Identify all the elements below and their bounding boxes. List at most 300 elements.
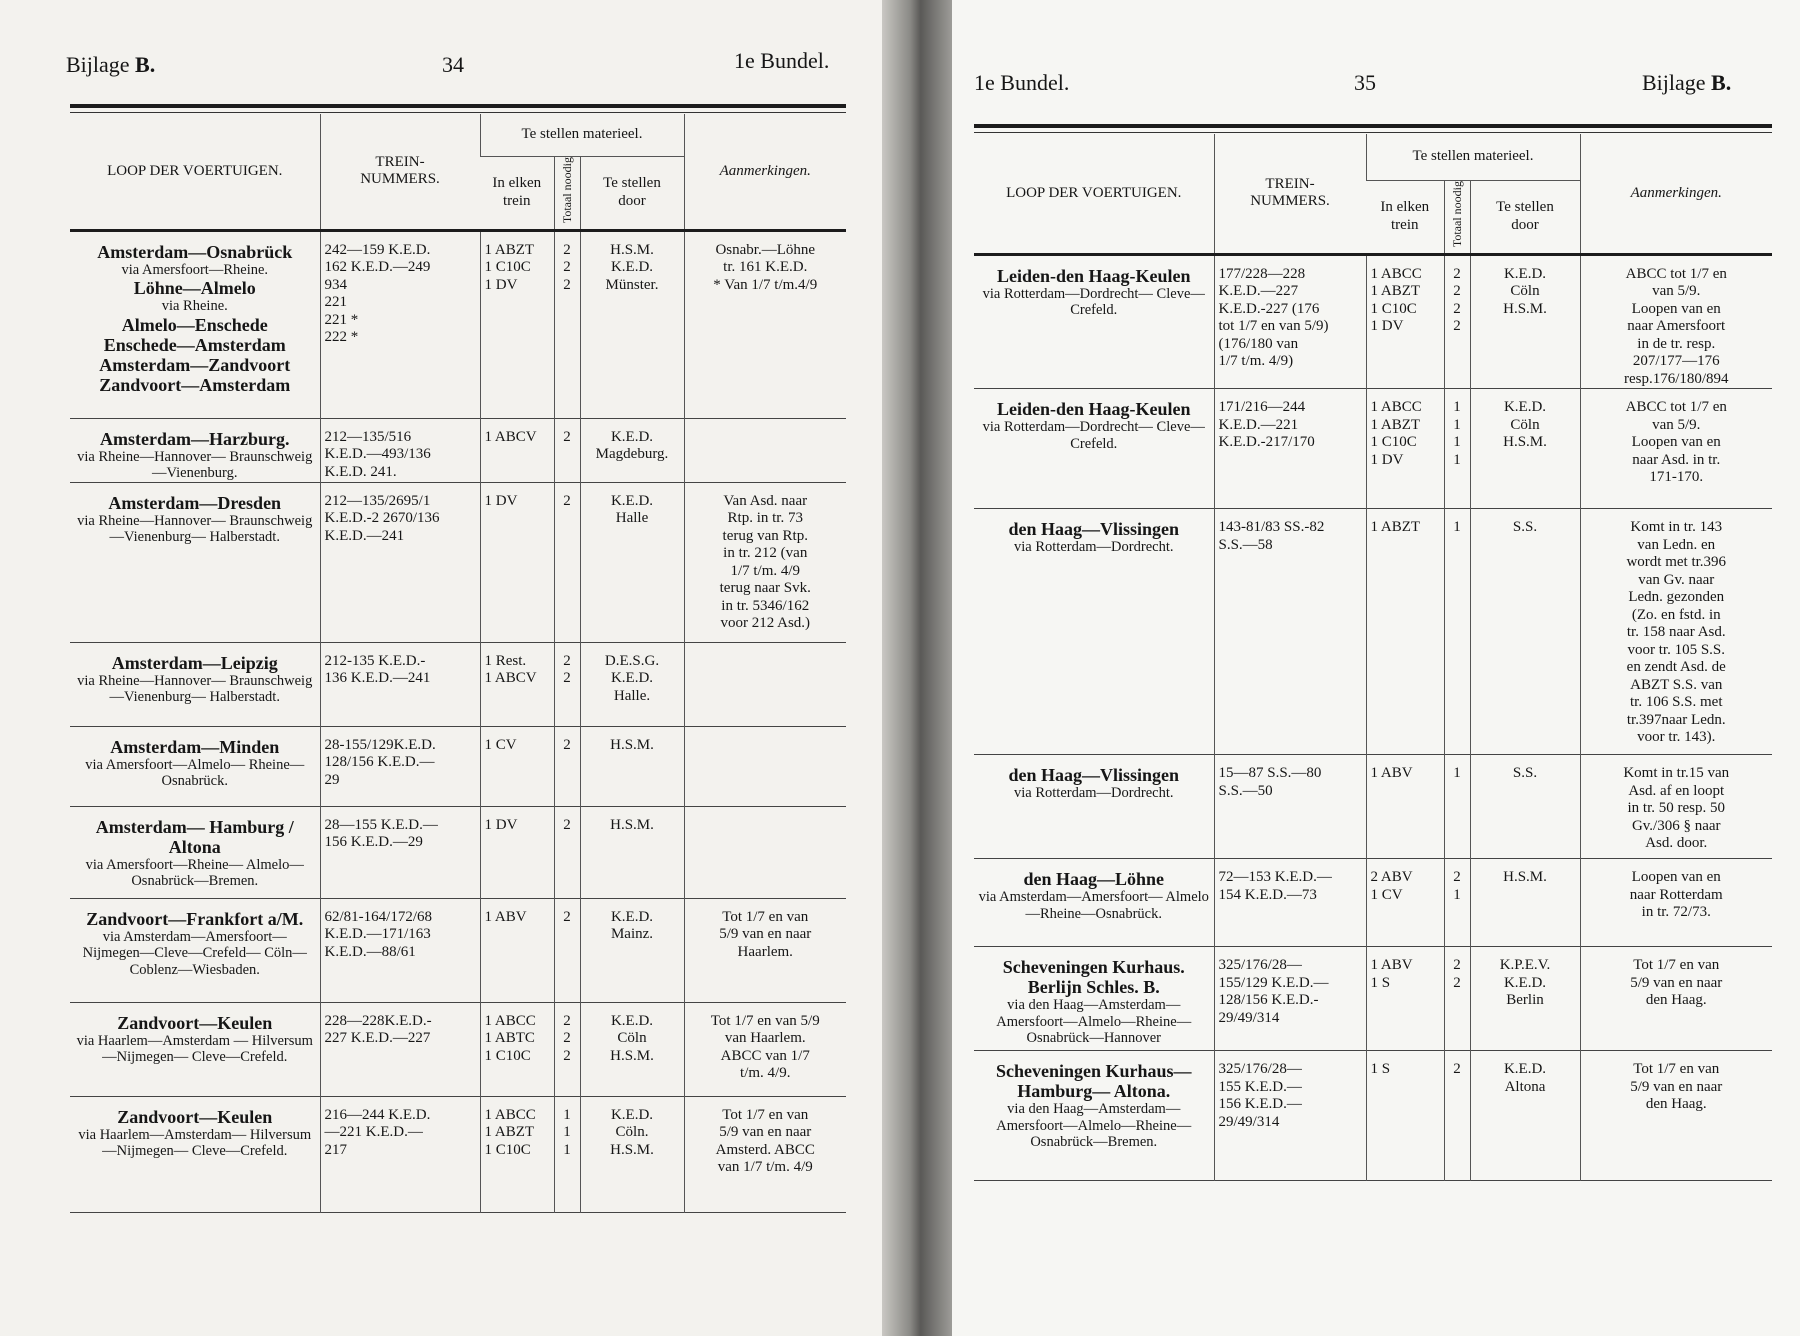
materieel-line: 1 DV: [1370, 318, 1404, 335]
route-via: via Haarlem—Amsterdam — Hilversum—Nijmegen— Cleve—Crefeld.: [76, 1032, 313, 1066]
table-row: [70, 642, 846, 726]
train-number-line: 222 *: [324, 329, 359, 346]
totaal-value: 2: [563, 428, 571, 445]
table-row: [70, 230, 846, 418]
train-number-line: 177/228—228: [1218, 265, 1306, 282]
materieel-line: 1 C10C: [484, 1047, 531, 1064]
train-number-line: —221 K.E.D.—: [324, 1124, 423, 1141]
route-title: Almelo—Enschede: [121, 314, 268, 335]
col-aanmerkingen: Aanmerkingen.: [684, 114, 846, 230]
aanmerking-line: naar Asd. in tr.: [1632, 451, 1721, 468]
aanmerking-line: ABCC van 1/7: [720, 1047, 810, 1064]
train-number-line: S.S.—50: [1218, 782, 1273, 799]
route-via: via den Haag—Amsterdam— Amersfoort—Almelo—Rheine— Osnabrück—Bremen.: [996, 1101, 1192, 1151]
materieel-cell: [480, 482, 554, 642]
aanmerking-line: tr. 161 K.E.D.: [723, 259, 808, 276]
aanmerking-line: Rtp. in tr. 73: [727, 510, 803, 527]
page-34: [0, 0, 882, 1336]
totaal-cell: [1444, 509, 1470, 755]
totaal-value: 2: [563, 492, 571, 509]
materieel-cell: [1366, 859, 1444, 947]
col-in-elken-trein: In elken trein: [480, 157, 554, 231]
train-number-line: 325/176/28—: [1218, 1061, 1302, 1078]
route-cell: [70, 482, 320, 642]
door-line: Cöln.: [615, 1124, 649, 1141]
train-number-line: K.E.D.—227: [1218, 283, 1299, 300]
aanmerking-line: * Van 1/7 t/m.4/9: [713, 276, 818, 293]
materieel-cell: [480, 806, 554, 898]
materieel-line: 1 DV: [484, 492, 518, 509]
totaal-cell: [554, 806, 580, 898]
train-number-line: 221 *: [324, 311, 359, 328]
train-number-line: 171/216—244: [1218, 399, 1306, 416]
route-cell: [70, 418, 320, 482]
train-number-line: (176/180 van: [1218, 335, 1299, 352]
door-line: K.E.D.: [610, 259, 654, 276]
col-treinnummers: TREIN- NUMMERS.: [320, 114, 480, 230]
train-numbers-cell: [320, 1002, 480, 1096]
totaal-cell: [1444, 859, 1470, 947]
materieel-line: 1 CV: [1370, 886, 1403, 903]
aanmerkingen-cell: [1580, 389, 1772, 509]
totaal-cell: [554, 898, 580, 1002]
train-number-line: 162 K.E.D.—249: [324, 259, 431, 276]
table-row: [974, 1051, 1772, 1181]
materieel-line: 1 S: [1370, 1061, 1391, 1078]
train-number-line: 212—135/516: [324, 428, 412, 445]
materieel-line: 1 C10C: [1370, 300, 1417, 317]
aanmerking-line: den Haag.: [1645, 992, 1707, 1009]
aanmerking-line: in tr. 5346/162: [721, 597, 810, 614]
materieel-line: 2 ABV: [1370, 869, 1413, 886]
door-cell: [580, 806, 684, 898]
totaal-value: 1: [1453, 451, 1461, 468]
totaal-value: 1: [563, 1124, 571, 1141]
col-te-stellen-door: Te stellen door: [580, 157, 684, 231]
aanmerkingen-cell: [1580, 755, 1772, 859]
totaal-cell: [1444, 755, 1470, 859]
door-cell: [1470, 389, 1580, 509]
route-title: Leiden-den Haag-Keulen: [996, 265, 1191, 286]
route-via: via Rotterdam—Dordrecht— Cleve—Crefeld.: [982, 285, 1205, 319]
route-cell: [974, 254, 1214, 389]
route-title: Leiden-den Haag-Keulen: [996, 399, 1191, 420]
materieel-cell: [1366, 947, 1444, 1051]
door-cell: [1470, 254, 1580, 389]
aanmerking-line: 5/9 van en naar: [1630, 1078, 1723, 1095]
train-number-line: 212—135/2695/1: [324, 492, 431, 509]
train-numbers-cell: [320, 418, 480, 482]
materieel-line: 1 DV: [484, 276, 518, 293]
route-title: Amsterdam— Hamburg / Altona: [95, 816, 294, 857]
train-number-line: 212-135 K.E.D.-: [324, 652, 426, 669]
table-row: [974, 509, 1772, 755]
materieel-cell: [480, 1002, 554, 1096]
col-treinnummers: TREIN- NUMMERS.: [1214, 134, 1366, 254]
train-number-line: K.E.D.—493/136: [324, 446, 431, 463]
materieel-cell: [480, 418, 554, 482]
aanmerking-line: 5/9 van en naar: [1630, 974, 1723, 991]
train-number-line: 28—155 K.E.D.—: [324, 816, 438, 833]
aanmerking-line: Tot 1/7 en van: [722, 1106, 809, 1123]
schedule-table: [974, 134, 1772, 1181]
door-line: H.S.M.: [610, 1047, 654, 1064]
aanmerkingen-cell: [1580, 1051, 1772, 1181]
route-via: via Amersfoort—Rheine.: [121, 261, 269, 278]
aanmerking-line: Loopen van en: [1631, 300, 1721, 317]
aanmerkingen-cell: [684, 642, 846, 726]
train-number-line: 1/7 t/m. 4/9): [1218, 353, 1294, 370]
materieel-cell: [1366, 755, 1444, 859]
door-cell: [1470, 1051, 1580, 1181]
totaal-cell: [554, 642, 580, 726]
route-title: den Haag—Vlissingen: [1008, 519, 1180, 540]
train-numbers-cell: [1214, 859, 1366, 947]
totaal-value: 2: [563, 1030, 571, 1047]
route-cell: [974, 389, 1214, 509]
door-cell: [580, 898, 684, 1002]
train-number-line: 155/129 K.E.D.—: [1218, 974, 1329, 991]
aanmerkingen-cell: [684, 418, 846, 482]
train-number-line: 62/81-164/172/68: [324, 908, 432, 925]
table-row: [974, 254, 1772, 389]
aanmerkingen-cell: [1580, 509, 1772, 755]
aanmerking-line: wordt met tr.396: [1626, 554, 1727, 571]
col-materieel: Te stellen materieel.: [1366, 134, 1580, 181]
door-line: Cöln: [617, 1030, 647, 1047]
materieel-line: 1 ABCV: [484, 428, 537, 445]
route-cell: [70, 806, 320, 898]
table-row: [70, 726, 846, 806]
materieel-cell: [1366, 1051, 1444, 1181]
totaal-value: 2: [1453, 957, 1461, 974]
aanmerkingen-cell: [1580, 947, 1772, 1051]
totaal-value: 2: [563, 241, 571, 258]
aanmerking-line: in tr. 72/73.: [1641, 904, 1711, 921]
door-cell: [580, 726, 684, 806]
door-line: Berlin: [1506, 992, 1544, 1009]
route-via: via Amersfoort—Rheine— Almelo—Osnabrück—Bremen.: [85, 856, 304, 890]
route-via: via Rheine—Hannover— Braunschweig—Vienenburg.: [77, 448, 313, 482]
door-line: H.S.M.: [1503, 434, 1547, 451]
aanmerking-line: ABZT S.S. van: [1630, 676, 1723, 693]
door-line: Münster.: [605, 276, 659, 293]
aanmerking-line: Osnabr.—Löhne: [715, 241, 816, 258]
materieel-line: 1 ABCV: [484, 670, 537, 687]
bundel-label: 1e Bundel.: [974, 70, 1070, 95]
totaal-cell: [554, 230, 580, 418]
door-line: H.S.M.: [610, 241, 654, 258]
route-title: Löhne—Almelo: [133, 278, 256, 299]
aanmerking-line: van Ledn. en: [1637, 536, 1716, 553]
train-number-line: 242—159 K.E.D.: [324, 241, 431, 258]
table-row: [70, 418, 846, 482]
materieel-line: 1 Rest.: [484, 652, 527, 669]
route-cell: [974, 509, 1214, 755]
header-rule: [974, 124, 1772, 128]
route-cell: [70, 726, 320, 806]
materieel-cell: [480, 642, 554, 726]
door-line: Halle.: [613, 687, 651, 704]
aanmerking-line: van 1/7 t/m. 4/9: [717, 1159, 813, 1176]
totaal-value: 1: [1453, 765, 1461, 782]
totaal-value: 2: [563, 1012, 571, 1029]
materieel-line: 1 DV: [484, 816, 518, 833]
train-number-line: 128/156 K.E.D.-: [1218, 992, 1319, 1009]
aanmerking-line: Tot 1/7 en van: [1633, 957, 1720, 974]
aanmerking-line: den Haag.: [1645, 1096, 1707, 1113]
train-number-line: tot 1/7 en van 5/9): [1218, 318, 1329, 335]
aanmerking-line: terug van Rtp.: [722, 527, 808, 544]
aanmerking-line: 171-170.: [1649, 469, 1704, 486]
aanmerking-line: voor 212 Asd.): [720, 615, 811, 632]
page-number: 35: [1354, 70, 1376, 95]
door-cell: [1470, 859, 1580, 947]
train-number-line: 227 K.E.D.—227: [324, 1030, 431, 1047]
route-cell: [974, 859, 1214, 947]
train-number-line: 934: [324, 276, 347, 293]
route-title: Amsterdam—Zandvoort: [99, 354, 291, 375]
aanmerking-line: in tr. 50 resp. 50: [1627, 800, 1725, 817]
table-row: [70, 898, 846, 1002]
materieel-line: 1 C10C: [484, 259, 531, 276]
route-title: Amsterdam—Harzburg.: [100, 428, 290, 449]
route-via: via Rheine—Hannover— Braunschweig—Vienenburg— Halberstadt.: [77, 512, 313, 546]
door-line: Cöln: [1510, 283, 1540, 300]
train-number-line: 221: [324, 294, 347, 311]
materieel-line: 1 ABCC: [1370, 399, 1422, 416]
aanmerking-line: Haarlem.: [737, 943, 793, 960]
train-numbers-cell: [320, 482, 480, 642]
route-cell: [974, 755, 1214, 859]
materieel-line: 1 ABV: [1370, 765, 1413, 782]
totaal-value: 2: [563, 1047, 571, 1064]
door-cell: [580, 1096, 684, 1212]
train-numbers-cell: [320, 898, 480, 1002]
aanmerking-line: 1/7 t/m. 4/9: [730, 562, 801, 579]
totaal-value: 2: [1453, 869, 1461, 886]
aanmerking-line: Tot 1/7 en van: [1633, 1061, 1720, 1078]
train-number-line: 128/156 K.E.D.—: [324, 754, 435, 771]
aanmerking-line: en zendt Asd. de: [1626, 659, 1726, 676]
aanmerking-line: ABCC tot 1/7 en: [1625, 399, 1727, 416]
totaal-value: 1: [1453, 519, 1461, 536]
train-number-line: K.E.D.—88/61: [324, 943, 416, 960]
train-numbers-cell: [1214, 755, 1366, 859]
aanmerking-line: ABCC tot 1/7 en: [1625, 265, 1727, 282]
aanmerking-line: Van Asd. naar: [723, 492, 808, 509]
aanmerking-line: tr.397naar Ledn.: [1626, 711, 1726, 728]
train-number-line: K.E.D.-227 (176: [1218, 300, 1320, 317]
train-numbers-cell: [320, 726, 480, 806]
table-row: [70, 806, 846, 898]
route-cell: [974, 947, 1214, 1051]
aanmerkingen-cell: [684, 726, 846, 806]
table-row: [974, 389, 1772, 509]
train-numbers-cell: [1214, 1051, 1366, 1181]
aanmerkingen-cell: [684, 898, 846, 1002]
aanmerking-line: Loopen van en: [1631, 434, 1721, 451]
col-materieel: Te stellen materieel.: [480, 114, 684, 157]
door-cell: [580, 642, 684, 726]
table-row: [70, 1096, 846, 1212]
totaal-value: 2: [1453, 265, 1461, 282]
page-35: [952, 0, 1800, 1336]
route-title: Zandvoort—Amsterdam: [99, 374, 291, 395]
aanmerking-line: 5/9 van en naar: [719, 1124, 812, 1141]
door-line: K.E.D.: [1503, 974, 1547, 991]
door-line: S.S.: [1512, 765, 1538, 782]
route-title: Scheveningen Kurhaus. Berlijn Schles. B.: [1002, 957, 1185, 998]
schedule-table: [70, 114, 846, 1213]
aanmerkingen-cell: [684, 806, 846, 898]
materieel-line: 1 ABV: [484, 908, 527, 925]
route-title: Scheveningen Kurhaus— Hamburg— Altona.: [995, 1061, 1192, 1102]
aanmerking-line: 5/9 van en naar: [719, 926, 812, 943]
totaal-value: 2: [563, 908, 571, 925]
train-number-line: 28-155/129K.E.D.: [324, 736, 436, 753]
route-cell: [70, 642, 320, 726]
train-numbers-cell: [1214, 509, 1366, 755]
route-via: via Rheine—Hannover— Braunschweig—Vienenburg— Halberstadt.: [77, 672, 313, 706]
aanmerking-line: resp.176/180/894: [1623, 370, 1729, 387]
aanmerking-line: Asd. door.: [1645, 835, 1708, 852]
door-line: H.S.M.: [610, 816, 654, 833]
door-line: S.S.: [1512, 519, 1538, 536]
route-title: Enschede—Amsterdam: [103, 334, 286, 355]
train-number-line: 228—228K.E.D.-: [324, 1012, 432, 1029]
aanmerking-line: in de tr. resp.: [1637, 335, 1716, 352]
aanmerking-line: naar Amersfoort: [1627, 318, 1726, 335]
totaal-cell: [554, 1096, 580, 1212]
train-numbers-cell: [320, 806, 480, 898]
header-rule: [70, 104, 846, 108]
door-line: Cöln: [1510, 416, 1540, 433]
door-line: Magdeburg.: [595, 446, 669, 463]
train-number-line: 216—244 K.E.D.: [324, 1106, 431, 1123]
totaal-value: 2: [1453, 974, 1461, 991]
train-number-line: 72—153 K.E.D.—: [1218, 869, 1332, 886]
bijlage-label: Bijlage B.: [1642, 70, 1732, 95]
materieel-line: 1 ABZT: [1370, 519, 1421, 536]
table-row: [974, 947, 1772, 1051]
train-numbers-cell: [1214, 947, 1366, 1051]
aanmerking-line: Gv./306 § naar: [1631, 817, 1721, 834]
aanmerking-line: voor tr. 143).: [1637, 729, 1716, 746]
aanmerking-line: Komt in tr. 143: [1630, 519, 1723, 536]
train-number-line: K.E.D. 241.: [324, 463, 397, 480]
totaal-value: 2: [563, 816, 571, 833]
totaal-value: 1: [1453, 434, 1461, 451]
door-cell: [1470, 755, 1580, 859]
route-via: via Rheine.: [161, 298, 228, 315]
train-number-line: 325/176/28—: [1218, 957, 1302, 974]
route-title: Amsterdam—Leipzig: [111, 652, 278, 673]
door-line: K.E.D.: [610, 908, 654, 925]
totaal-value: 2: [1453, 318, 1461, 335]
col-totaal-noodig: Totaal noodig: [554, 157, 580, 231]
materieel-cell: [1366, 389, 1444, 509]
door-line: H.S.M.: [610, 1141, 654, 1158]
aanmerkingen-cell: [684, 1002, 846, 1096]
route-cell: [70, 230, 320, 418]
col-in-elken-trein: In elken trein: [1366, 181, 1444, 255]
train-number-line: S.S.—58: [1218, 536, 1273, 553]
totaal-value: 1: [563, 1106, 571, 1123]
door-line: K.E.D.: [1503, 265, 1547, 282]
page-number: 34: [442, 52, 464, 77]
totaal-value: 1: [1453, 416, 1461, 433]
door-line: H.S.M.: [1503, 300, 1547, 317]
route-title: Amsterdam—Minden: [110, 736, 280, 757]
totaal-value: 2: [563, 736, 571, 753]
totaal-cell: [1444, 389, 1470, 509]
route-via: via Rotterdam—Dordrecht.: [1014, 785, 1174, 802]
materieel-line: 1 CV: [484, 736, 517, 753]
aanmerking-line: (Zo. en fstd. in: [1631, 606, 1721, 623]
materieel-cell: [1366, 254, 1444, 389]
totaal-value: 2: [1453, 283, 1461, 300]
materieel-cell: [1366, 509, 1444, 755]
train-number-line: 155 K.E.D.—: [1218, 1078, 1302, 1095]
totaal-cell: [554, 1002, 580, 1096]
door-line: K.E.D.: [610, 1012, 654, 1029]
door-cell: [580, 418, 684, 482]
totaal-cell: [1444, 1051, 1470, 1181]
door-line: Mainz.: [610, 926, 654, 943]
materieel-line: 1 ABCC: [484, 1106, 536, 1123]
col-loop: LOOP DER VOERTUIGEN.: [107, 162, 283, 179]
totaal-value: 2: [563, 259, 571, 276]
route-title: den Haag—Vlissingen: [1008, 765, 1180, 786]
route-title: Zandvoort—Keulen: [117, 1106, 273, 1127]
materieel-line: 1 ABCC: [484, 1012, 536, 1029]
route-title: den Haag—Löhne: [1023, 869, 1165, 890]
train-number-line: K.E.D.—221: [1218, 416, 1299, 433]
aanmerking-line: Komt in tr.15 van: [1623, 765, 1730, 782]
train-number-line: 136 K.E.D.—241: [324, 670, 431, 687]
train-number-line: 154 K.E.D.—73: [1218, 886, 1317, 903]
route-via: via Amsterdam—Amersfoort— Nijmegen—Cleve—Crefeld— Cöln—Coblenz—Wiesbaden.: [82, 928, 307, 978]
materieel-cell: [480, 230, 554, 418]
totaal-value: 1: [1453, 886, 1461, 903]
train-number-line: K.E.D.—171/163: [324, 926, 431, 943]
materieel-line: 1 ABZT: [1370, 416, 1421, 433]
door-line: H.S.M.: [1503, 869, 1547, 886]
route-via: via den Haag—Amsterdam— Amersfoort—Almelo—Rheine— Osnabrück—Hannover: [996, 997, 1192, 1047]
route-via: via Haarlem—Amsterdam— Hilversum—Nijmegen— Cleve—Crefeld.: [78, 1126, 312, 1160]
totaal-value: 1: [1453, 399, 1461, 416]
table-row: [974, 755, 1772, 859]
aanmerking-line: van 5/9.: [1652, 283, 1701, 300]
train-number-line: 156 K.E.D.—29: [324, 834, 423, 851]
route-cell: [70, 1096, 320, 1212]
train-number-line: 156 K.E.D.—: [1218, 1096, 1302, 1113]
train-number-line: 217: [324, 1141, 347, 1158]
materieel-line: 1 ABTC: [484, 1030, 535, 1047]
train-number-line: 15—87 S.S.—80: [1218, 765, 1322, 782]
aanmerkingen-cell: [684, 230, 846, 418]
totaal-cell: [1444, 254, 1470, 389]
aanmerkingen-cell: [1580, 859, 1772, 947]
train-number-line: K.E.D.-217/170: [1218, 434, 1315, 451]
door-line: K.E.D.: [610, 492, 654, 509]
door-line: Halle: [615, 510, 649, 527]
door-line: K.E.D.: [610, 670, 654, 687]
aanmerking-line: van Gv. naar: [1638, 571, 1715, 588]
table-row: [974, 859, 1772, 947]
route-title: Amsterdam—Dresden: [108, 492, 282, 513]
